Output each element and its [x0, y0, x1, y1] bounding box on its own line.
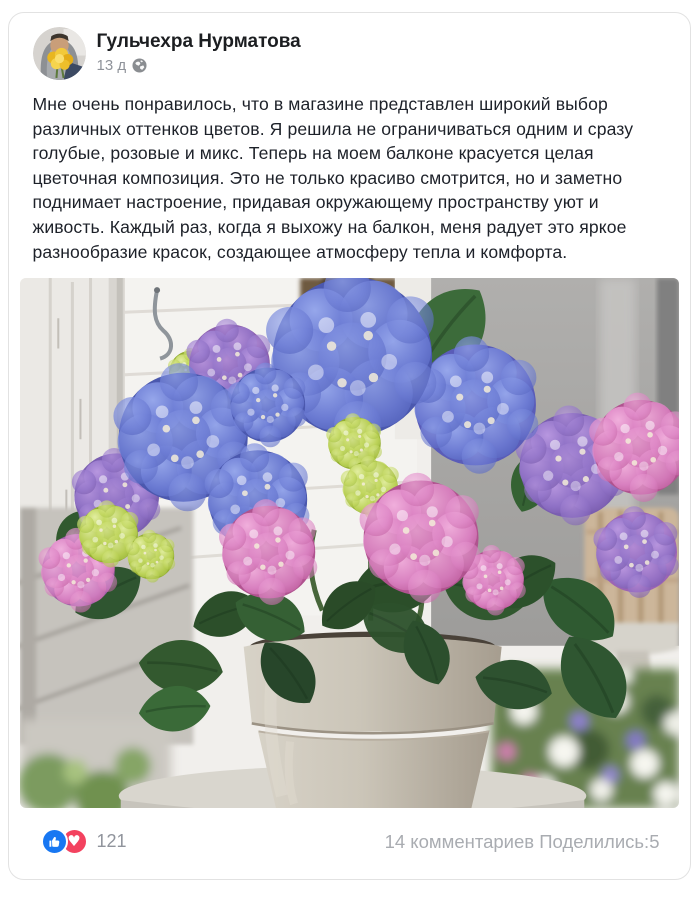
reactions-summary[interactable]	[41, 828, 127, 855]
like-icon[interactable]	[41, 828, 68, 855]
author-name[interactable]: Гульчехра Нурматова	[96, 31, 301, 52]
globe-icon	[132, 58, 147, 73]
post-header	[9, 13, 690, 88]
post-timestamp[interactable]: 13 д	[96, 56, 127, 74]
post-photo[interactable]	[20, 278, 679, 808]
post-footer	[9, 822, 690, 861]
avatar[interactable]	[33, 27, 86, 80]
heart-glyph: ♥	[67, 831, 81, 850]
post-text: Мне очень понравилось, что в магазине представлен широкий выбор различных оттенков цветов. Я решила не ограничиваться одним и сразу голубые, розовые и микс. Теперь на моем балконе красуется целая цветочная композиция. Это не только красиво смотрится, но и заметно поднимает настроение, придавая окружающему пространству уют и живость. Каждый раз, когда я выхожу на балкон, меня радует это яркое разнообразие красок, создающее атмосферу тепла и комфорта.	[32, 94, 634, 262]
comments-shares[interactable]: 14 комментариев Поделились:5	[384, 830, 660, 852]
post-card	[8, 12, 691, 880]
reaction-count[interactable]: 121	[96, 831, 127, 852]
